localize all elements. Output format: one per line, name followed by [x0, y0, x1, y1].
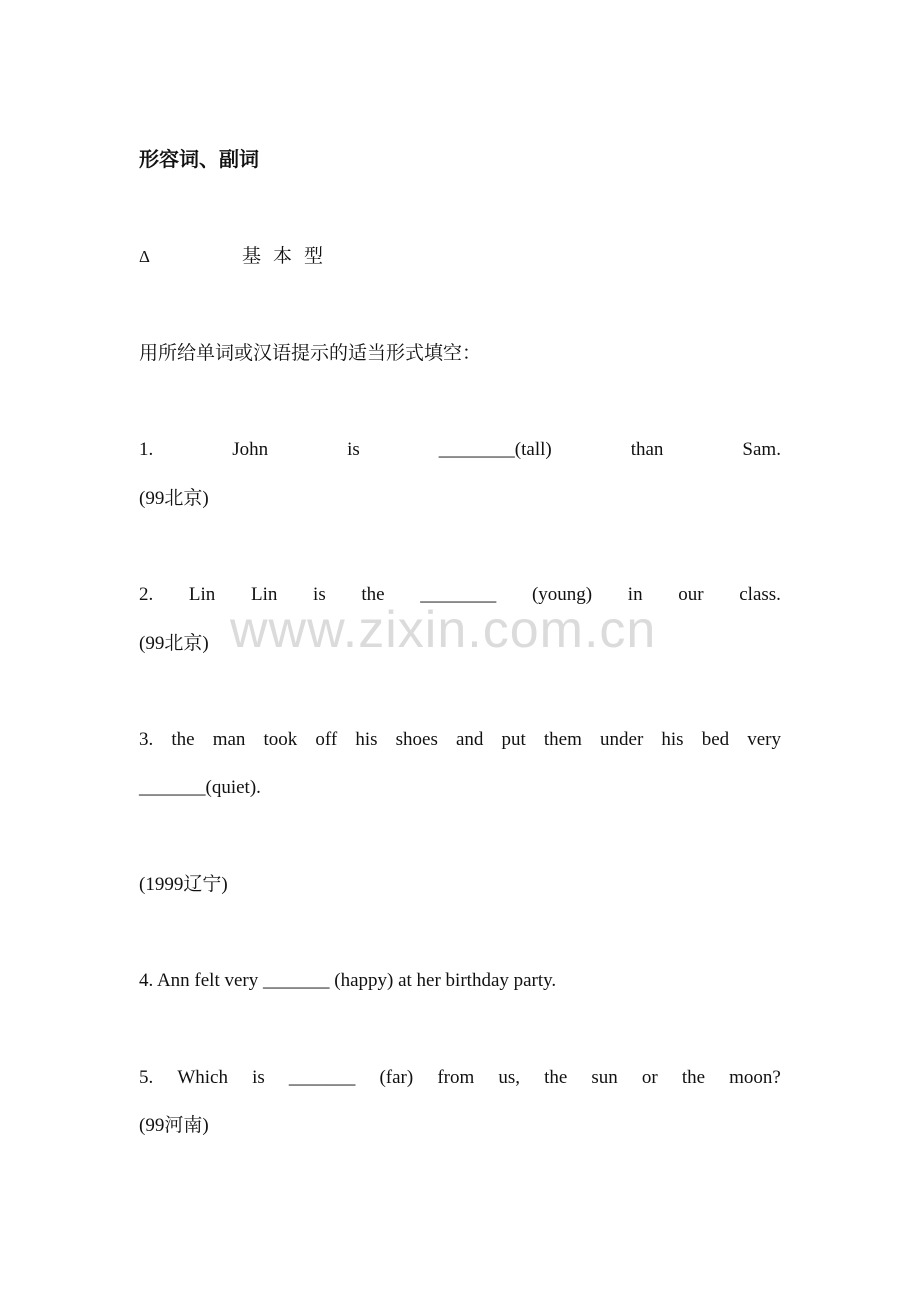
question-5-line — [139, 1066, 781, 1090]
word: took — [263, 729, 298, 750]
word: them — [543, 729, 582, 750]
word: his — [355, 729, 378, 750]
word: bed — [701, 729, 730, 750]
word: Lin — [250, 584, 278, 605]
word: (young) — [531, 584, 593, 605]
word: man — [212, 729, 246, 750]
word: put — [501, 729, 526, 750]
word: or — [641, 1067, 658, 1088]
question-2-line — [139, 583, 781, 607]
answer-blank: _______ — [288, 1067, 356, 1088]
word: off — [315, 729, 338, 750]
word: the — [361, 584, 385, 605]
question-4-line: 4. Ann felt very _______ (happy) at her birthday party. — [139, 970, 557, 991]
word: 1. — [139, 439, 154, 460]
question-5-source: (99河南) — [139, 1115, 209, 1136]
word: our — [678, 584, 704, 605]
word: the — [171, 729, 195, 750]
word: shoes — [395, 729, 438, 750]
instruction-text: 用所给单词或汉语提示的适当形式填空： — [139, 343, 482, 364]
question-2-source: (99北京) — [139, 633, 209, 654]
word: from — [437, 1067, 475, 1088]
word: us, — [498, 1067, 520, 1088]
word: the — [681, 1067, 706, 1088]
word: than — [630, 439, 664, 460]
word: John — [232, 439, 269, 460]
word: and — [455, 729, 484, 750]
page-title: 形容词、副词 — [139, 149, 259, 171]
question-3-source: (1999辽宁) — [139, 874, 228, 895]
question-1-source: (99北京) — [139, 488, 209, 509]
word: Lin — [188, 584, 216, 605]
word: (far) — [379, 1067, 414, 1088]
word: is — [252, 1067, 265, 1088]
answer-blank: ________ — [420, 584, 497, 605]
word: his — [661, 729, 684, 750]
word: 5. — [139, 1067, 154, 1088]
word: 3. — [139, 729, 154, 750]
word: the — [544, 1067, 568, 1088]
triangle-icon: Δ — [139, 247, 150, 266]
word: moon? — [729, 1067, 781, 1088]
word: Sam. — [742, 439, 781, 460]
question-1-line — [139, 438, 781, 462]
answer-blank: ________(tall) — [438, 439, 552, 460]
word: sun — [591, 1067, 618, 1088]
word: class. — [739, 584, 781, 605]
question-3-continuation: _______(quiet). — [139, 777, 261, 798]
word: is — [347, 439, 360, 460]
word: is — [313, 584, 326, 605]
word: in — [627, 584, 643, 605]
word: Which — [177, 1067, 228, 1088]
watermark: www.zixin.com.cn — [230, 601, 657, 659]
question-3-line — [139, 728, 781, 752]
section-heading: 基本型 — [242, 246, 336, 267]
word: under — [600, 729, 644, 750]
word: very — [747, 729, 781, 750]
word: 2. — [139, 584, 154, 605]
